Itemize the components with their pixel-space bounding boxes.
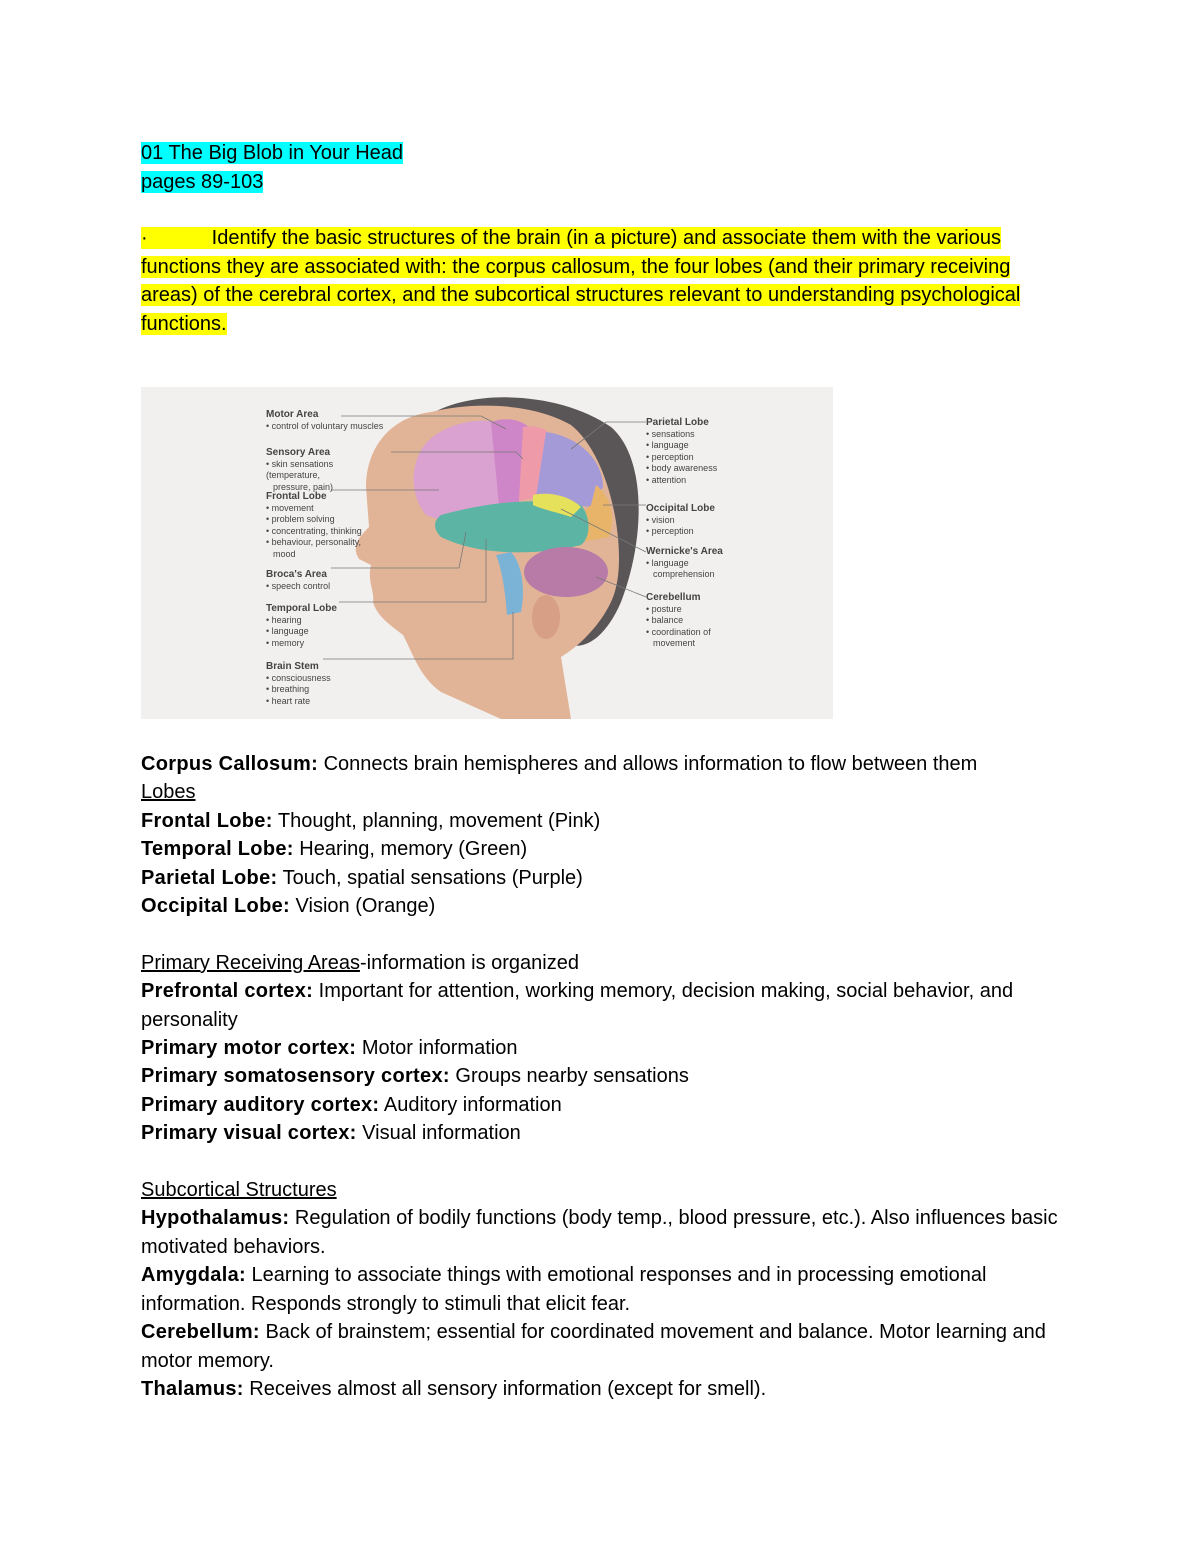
lobes-heading bbox=[141, 778, 1071, 806]
corpus-callosum-line bbox=[141, 750, 1071, 778]
label-brocas-area-title: Broca's Area bbox=[266, 569, 327, 580]
term-label: Thalamus: bbox=[141, 1377, 244, 1400]
term-definition: Learning to associate things with emotional responses and in processing emotional information. Responds strongly to stimuli that elicit fear. bbox=[141, 1264, 987, 1315]
label-temporal-lobe-title: Temporal Lobe bbox=[266, 603, 337, 614]
receiving-heading bbox=[141, 949, 1071, 977]
term-label: Occipital Lobe: bbox=[141, 895, 290, 918]
label-occipital-lobe-item: • vision bbox=[646, 514, 675, 525]
term-definition: Receives almost all sensory information (except for smell). bbox=[243, 1377, 767, 1400]
term-definition: Groups nearby sensations bbox=[449, 1065, 689, 1088]
lobe-line bbox=[141, 807, 1071, 835]
label-sensory-area-title: Sensory Area bbox=[266, 447, 331, 458]
term-definition: Thought, planning, movement (Pink) bbox=[272, 809, 601, 832]
lobe-line bbox=[141, 864, 1071, 892]
label-sensory-area-item: • skin sensations (temperature, bbox=[266, 458, 334, 480]
label-temporal-lobe-item: • memory bbox=[266, 637, 305, 648]
document-title: 01 The Big Blob in Your Head bbox=[141, 142, 404, 164]
notes-section bbox=[141, 750, 1071, 1403]
label-motor-area bbox=[266, 409, 386, 447]
term-definition: Visual information bbox=[356, 1122, 521, 1145]
spacer bbox=[141, 1148, 1071, 1176]
term-definition: Important for attention, working memory, decision making, social behavior, and personality bbox=[141, 980, 1014, 1031]
label-brain-stem-title: Brain Stem bbox=[266, 661, 319, 672]
term-definition: Regulation of bodily functions (body temp., blood pressure, etc.). Also influences basic motivated behaviors. bbox=[141, 1207, 1058, 1258]
term-definition: Vision (Orange) bbox=[289, 895, 436, 918]
receiving-line bbox=[141, 1119, 1071, 1147]
label-cerebellum-item: movement bbox=[653, 638, 696, 648]
label-parietal-lobe-item: • body awareness bbox=[646, 463, 718, 473]
term-label: Amygdala: bbox=[141, 1264, 246, 1287]
term-label: Hypothalamus: bbox=[141, 1207, 290, 1230]
subcortical-heading bbox=[141, 1176, 1071, 1204]
label-occipital-lobe-item: • perception bbox=[646, 526, 694, 536]
label-brain-stem bbox=[266, 661, 386, 707]
label-cerebellum bbox=[646, 592, 766, 650]
label-wernickes-area-item: • language bbox=[646, 557, 689, 568]
label-cerebellum-item: • coordination of bbox=[646, 626, 711, 637]
label-motor-area-title: Motor Area bbox=[266, 409, 319, 420]
label-wernickes-area-item: comprehension bbox=[653, 569, 715, 579]
subcortical-line bbox=[141, 1375, 1071, 1403]
receiving-line bbox=[141, 1034, 1071, 1062]
label-brain-stem-item: • breathing bbox=[266, 684, 310, 694]
term-definition: Motor information bbox=[356, 1037, 518, 1060]
label-sensory-area bbox=[266, 447, 386, 491]
label-frontal-lobe-item: • problem solving bbox=[266, 514, 335, 524]
term-label: Parietal Lobe: bbox=[141, 866, 278, 889]
label-brocas-area bbox=[266, 569, 386, 603]
subcortical-line bbox=[141, 1204, 1071, 1261]
label-temporal-lobe-item: • hearing bbox=[266, 614, 302, 625]
lobe-line bbox=[141, 892, 1071, 920]
label-wernickes-area bbox=[646, 546, 766, 592]
label-frontal-lobe-item: • concentrating, thinking bbox=[266, 525, 362, 536]
label-parietal-lobe bbox=[646, 417, 766, 503]
label-temporal-lobe bbox=[266, 603, 386, 661]
label-occipital-lobe bbox=[646, 503, 766, 546]
term-label: Prefrontal cortex: bbox=[141, 980, 314, 1003]
label-temporal-lobe-item: • language bbox=[266, 626, 309, 636]
label-frontal-lobe-item: mood bbox=[273, 548, 296, 559]
label-sensory-area-item: pressure, pain) bbox=[273, 481, 334, 492]
label-cerebellum-item: • balance bbox=[646, 615, 684, 625]
label-cerebellum-title: Cerebellum bbox=[646, 592, 701, 603]
term-definition: Hearing, memory (Green) bbox=[293, 838, 528, 861]
objective-bullet: · bbox=[141, 227, 212, 249]
right-label-column bbox=[646, 417, 766, 650]
term-label: Corpus Callosum: bbox=[141, 753, 319, 775]
label-frontal-lobe-item: • movement bbox=[266, 502, 314, 513]
term-definition: Auditory information bbox=[379, 1093, 562, 1116]
learning-objective bbox=[141, 224, 1061, 338]
label-brain-stem-item: • heart rate bbox=[266, 695, 311, 706]
label-wernickes-area-title: Wernicke's Area bbox=[646, 546, 723, 557]
term-label: Primary visual cortex: bbox=[141, 1122, 357, 1145]
left-label-column bbox=[266, 409, 386, 707]
subcortical-line bbox=[141, 1318, 1071, 1375]
term-label: Cerebellum: bbox=[141, 1321, 260, 1344]
section-heading: Subcortical Structures bbox=[141, 1179, 337, 1202]
section-heading: Primary Receiving Areas bbox=[141, 951, 360, 974]
label-brocas-area-item: • speech control bbox=[266, 580, 331, 591]
label-cerebellum-item: • posture bbox=[646, 603, 682, 614]
objective-text: Identify the basic structures of the brain (in a picture) and associate them with the various functions they are associated with: the corpus callosum, the four lobes (and their primary receiving areas) of the cerebral cortex, and the subcortical structures relevant to understanding psychological functions. bbox=[141, 227, 1021, 335]
label-frontal-lobe bbox=[266, 491, 386, 569]
receiving-line bbox=[141, 977, 1071, 1034]
term-label: Frontal Lobe: bbox=[141, 809, 273, 832]
label-parietal-lobe-item: • attention bbox=[646, 474, 687, 485]
ear bbox=[532, 595, 560, 639]
subcortical-line bbox=[141, 1261, 1071, 1318]
section-heading: Lobes bbox=[141, 781, 196, 804]
label-frontal-lobe-title: Frontal Lobe bbox=[266, 491, 327, 502]
label-parietal-lobe-title: Parietal Lobe bbox=[646, 417, 709, 428]
label-brain-stem-item: • consciousness bbox=[266, 672, 331, 683]
term-label: Primary auditory cortex: bbox=[141, 1093, 380, 1116]
term-label: Primary somatosensory cortex: bbox=[141, 1065, 450, 1088]
label-motor-area-item: • control of voluntary muscles bbox=[266, 420, 384, 431]
label-parietal-lobe-item: • perception bbox=[646, 451, 694, 462]
section-heading-suffix: -information is organized bbox=[359, 951, 579, 974]
label-frontal-lobe-item: • behaviour, personality, bbox=[266, 537, 362, 547]
label-parietal-lobe-item: • language bbox=[646, 440, 689, 450]
label-parietal-lobe-item: • sensations bbox=[646, 428, 695, 439]
spacer bbox=[141, 920, 1071, 948]
term-label: Temporal Lobe: bbox=[141, 838, 294, 861]
cerebellum bbox=[524, 547, 608, 597]
brain-diagram bbox=[141, 387, 833, 719]
term-definition: Connects brain hemispheres and allows information to flow between them bbox=[318, 753, 978, 775]
receiving-line bbox=[141, 1091, 1071, 1119]
term-definition: Back of brainstem; essential for coordinated movement and balance. Motor learning and motor memory. bbox=[141, 1321, 1046, 1372]
page-range: pages 89-103 bbox=[141, 170, 264, 193]
lobe-line bbox=[141, 835, 1071, 863]
term-label: Primary motor cortex: bbox=[141, 1037, 357, 1060]
receiving-line bbox=[141, 1062, 1071, 1090]
header-section bbox=[141, 139, 1061, 338]
label-occipital-lobe-title: Occipital Lobe bbox=[646, 503, 715, 514]
term-definition: Touch, spatial sensations (Purple) bbox=[277, 866, 583, 889]
